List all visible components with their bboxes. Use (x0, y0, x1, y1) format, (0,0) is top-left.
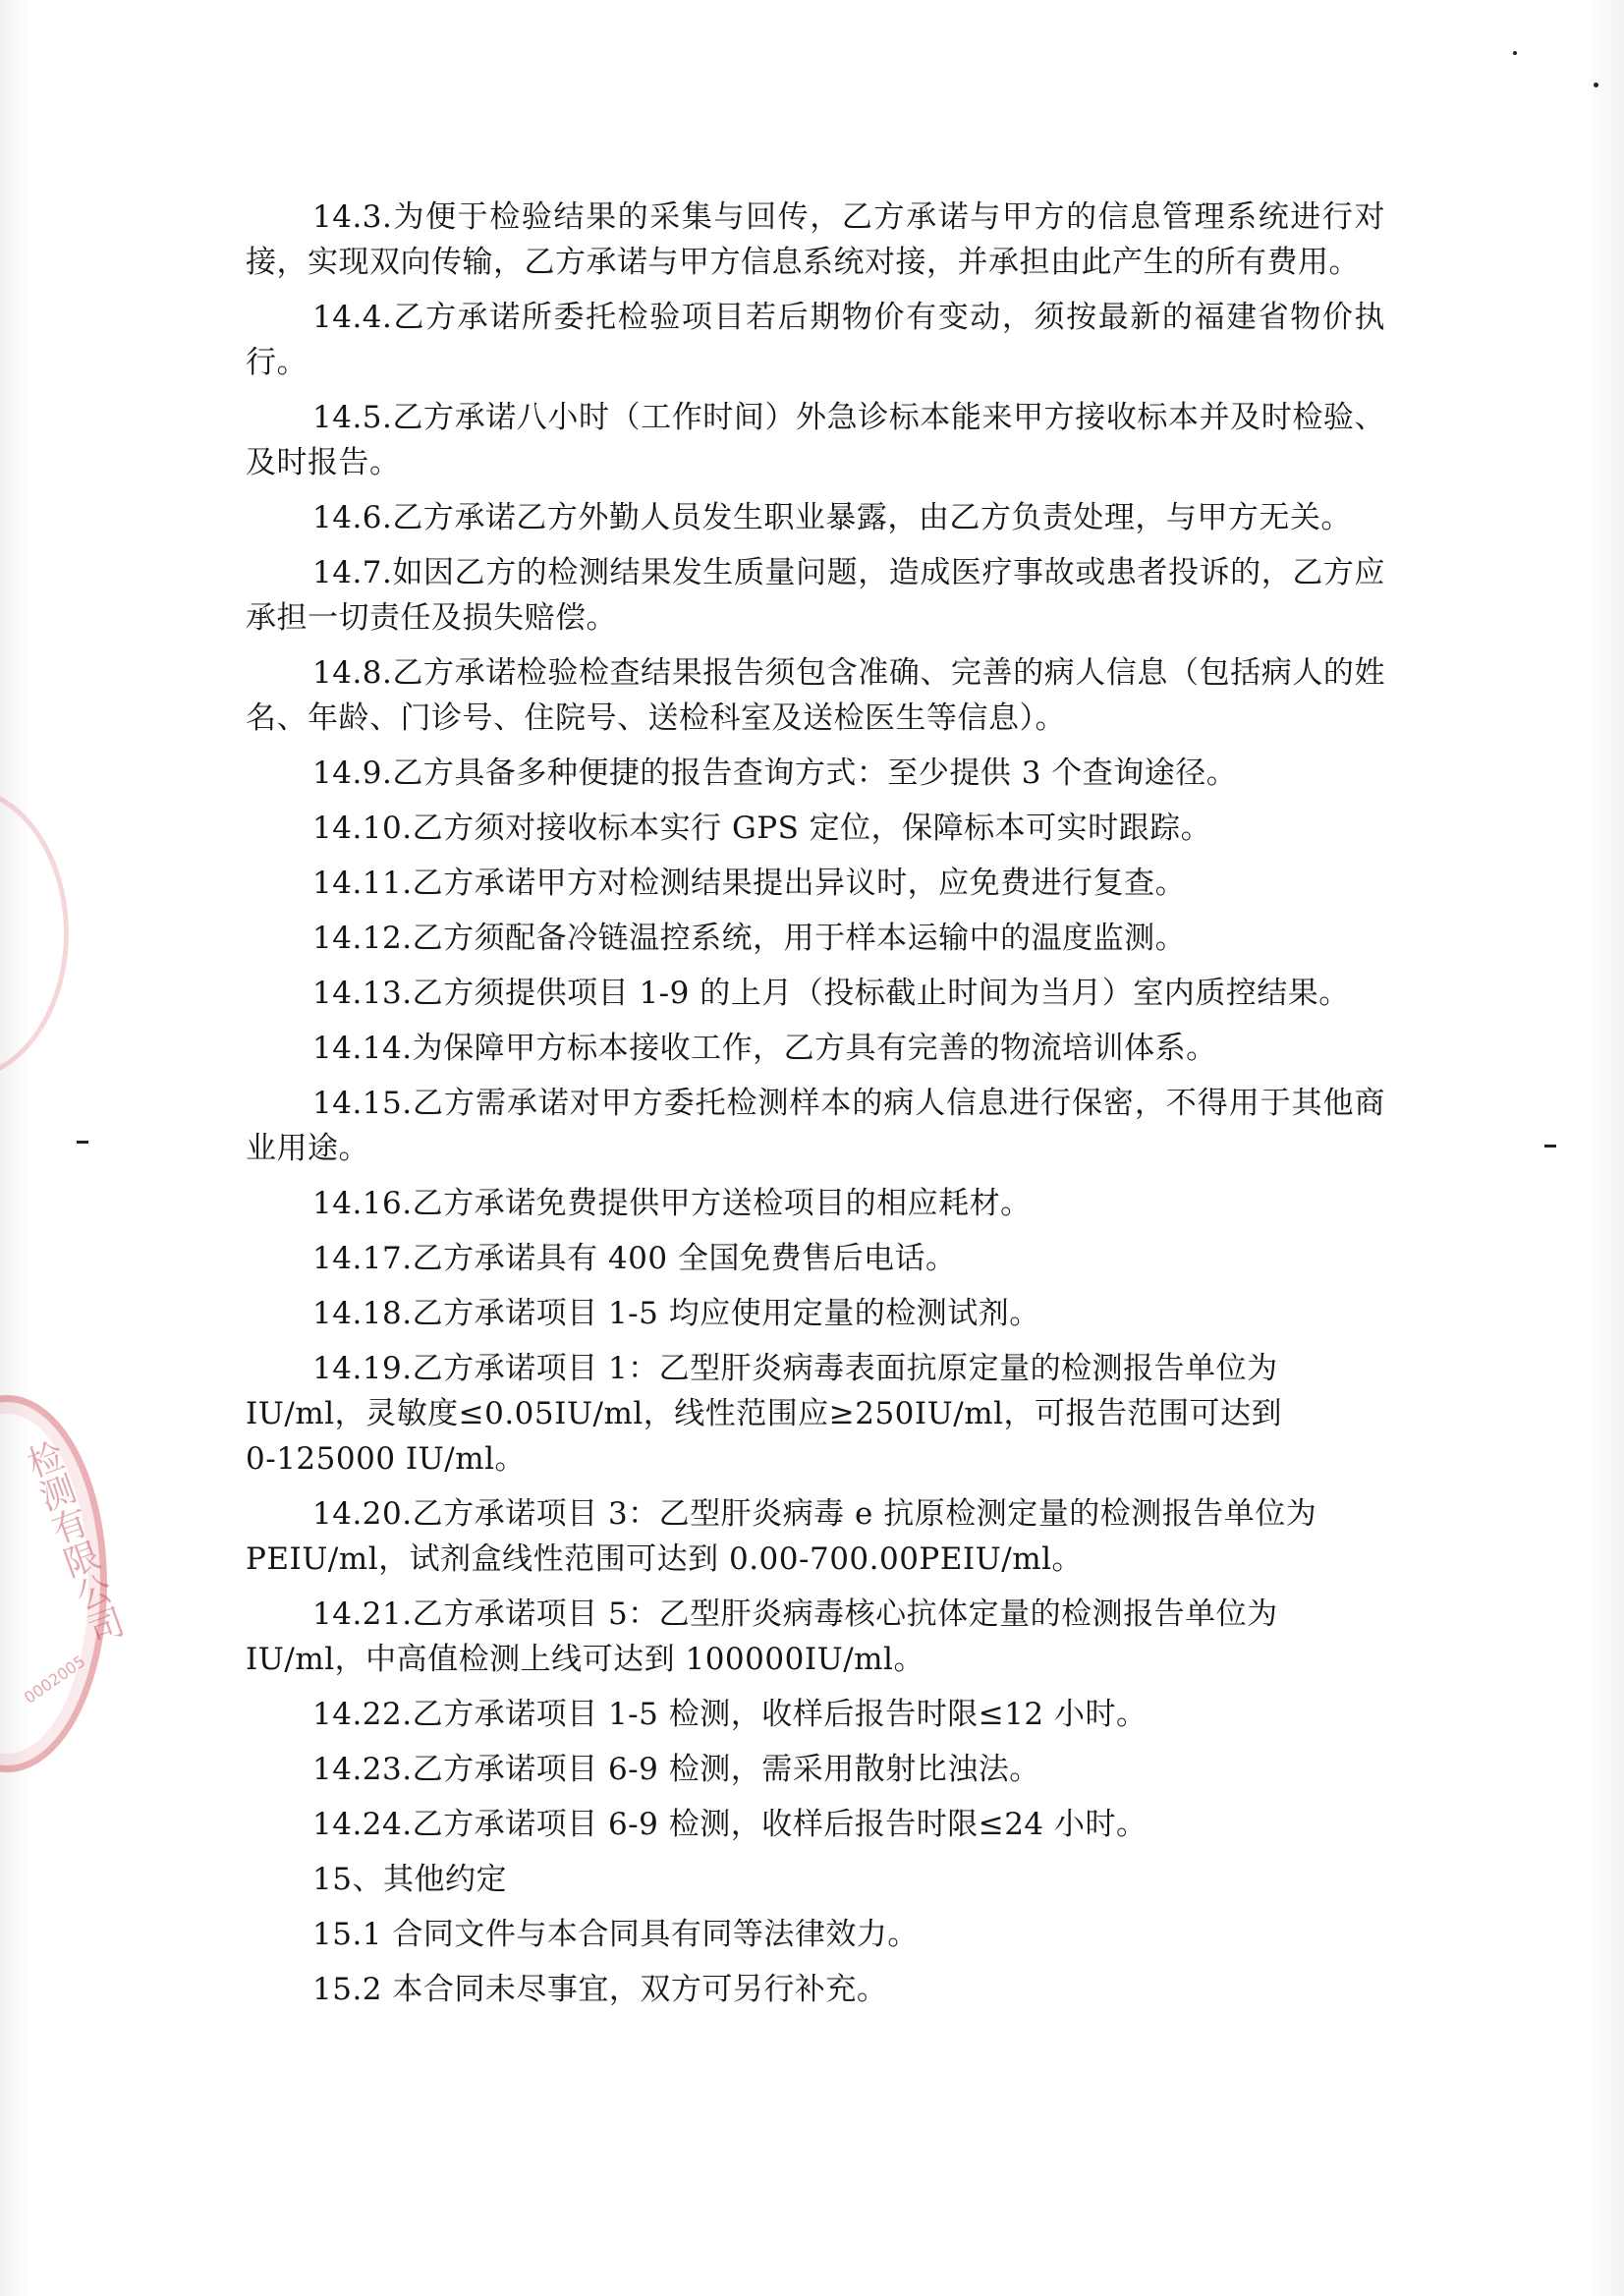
clause-14-11: 14.11.乙方承诺甲方对检测结果提出异议时，应免费进行复查。 (312, 866, 1187, 901)
scan-speck (1594, 83, 1598, 87)
clause-14-21: 14.21.乙方承诺项目 5：乙型肝炎病毒核心抗体定量的检测报告单位为 IU/ml，中高值检测上线可达到 100000IU/ml。 (246, 1596, 1278, 1677)
clause-14-12: 14.12.乙方须配备冷链温控系统，用于样本运输中的温度监测。 (312, 921, 1187, 956)
clause-14-8: 14.8.乙方承诺检验检查结果报告须包含准确、完善的病人信息（包括病人的姓名、年龄、门诊号、住院号、送检科室及送检医生等信息）。 (246, 655, 1385, 736)
clause-14-13: 14.13.乙方须提供项目 1-9 的上月（投标截止时间为当月）室内质控结果。 (312, 976, 1350, 1011)
clause-14-19: 14.19.乙方承诺项目 1：乙型肝炎病毒表面抗原定量的检测报告单位为 IU/ml，灵敏度≤0.05IU/ml，线性范围应≥250IU/ml，可报告范围可达到 0-125000 IU/ml。 (246, 1351, 1283, 1477)
clause-14-9: 14.9.乙方具备多种便捷的报告查询方式：至少提供 3 个查询途径。 (312, 756, 1238, 791)
clause-15-2: 15.2 本合同未尽事宜，双方可另行补充。 (312, 1972, 888, 2007)
clause-14-20: 14.20.乙方承诺项目 3：乙型肝炎病毒 e 抗原检测定量的检测报告单位为 PEIU/ml，试剂盒线性范围可达到 0.00-700.00PEIU/ml。 (246, 1496, 1317, 1577)
clause-14-24: 14.24.乙方承诺项目 6-9 检测，收样后报告时限≤24 小时。 (312, 1807, 1148, 1842)
contract-body (246, 195, 1385, 2022)
clause-14-23: 14.23.乙方承诺项目 6-9 检测，需采用散射比浊法。 (312, 1752, 1040, 1787)
clause-14-7: 14.7.如因乙方的检测结果发生质量问题，造成医疗事故或患者投诉的，乙方应承担一切责任及损失赔偿。 (246, 555, 1385, 636)
clause-14-14: 14.14.为保障甲方标本接收工作，乙方具有完善的物流培训体系。 (312, 1031, 1217, 1066)
clause-14-16: 14.16.乙方承诺免费提供甲方送检项目的相应耗材。 (312, 1186, 1032, 1221)
clause-14-3: 14.3.为便于检验结果的采集与回传，乙方承诺与甲方的信息管理系统进行对接，实现双向传输，乙方承诺与甲方信息系统对接，并承担由此产生的所有费用。 (246, 199, 1385, 280)
binding-mark-right (1544, 1145, 1556, 1148)
clause-14-5: 14.5.乙方承诺八小时（工作时间）外急诊标本能来甲方接收标本并及时检验、及时报告。 (246, 400, 1385, 480)
seal-lettering: 检测有限公司 (17, 1435, 129, 1650)
clause-14-18: 14.18.乙方承诺项目 1-5 均应使用定量的检测试剂。 (312, 1296, 1040, 1331)
section-15-heading: 15、其他约定 (312, 1862, 507, 1897)
clause-14-17: 14.17.乙方承诺具有 400 全国免费售后电话。 (312, 1241, 957, 1276)
clause-15-1: 15.1 合同文件与本合同具有同等法律效力。 (312, 1917, 919, 1952)
binding-mark-left (77, 1141, 88, 1144)
clause-14-22: 14.22.乙方承诺项目 1-5 检测，收样后报告时限≤12 小时。 (312, 1697, 1148, 1732)
clause-14-10: 14.10.乙方须对接收标本实行 GPS 定位，保障标本可实时跟踪。 (312, 811, 1212, 846)
seal-number: 0002005 (20, 1652, 89, 1708)
clause-14-15: 14.15.乙方需承诺对甲方委托检测样本的病人信息进行保密，不得用于其他商业用途。 (246, 1086, 1385, 1166)
clause-14-6: 14.6.乙方承诺乙方外勤人员发生职业暴露，由乙方负责处理，与甲方无关。 (312, 500, 1352, 535)
clause-14-4: 14.4.乙方承诺所委托检验项目若后期物价有变动，须按最新的福建省物价执行。 (246, 300, 1385, 380)
scan-speck (1513, 51, 1517, 55)
